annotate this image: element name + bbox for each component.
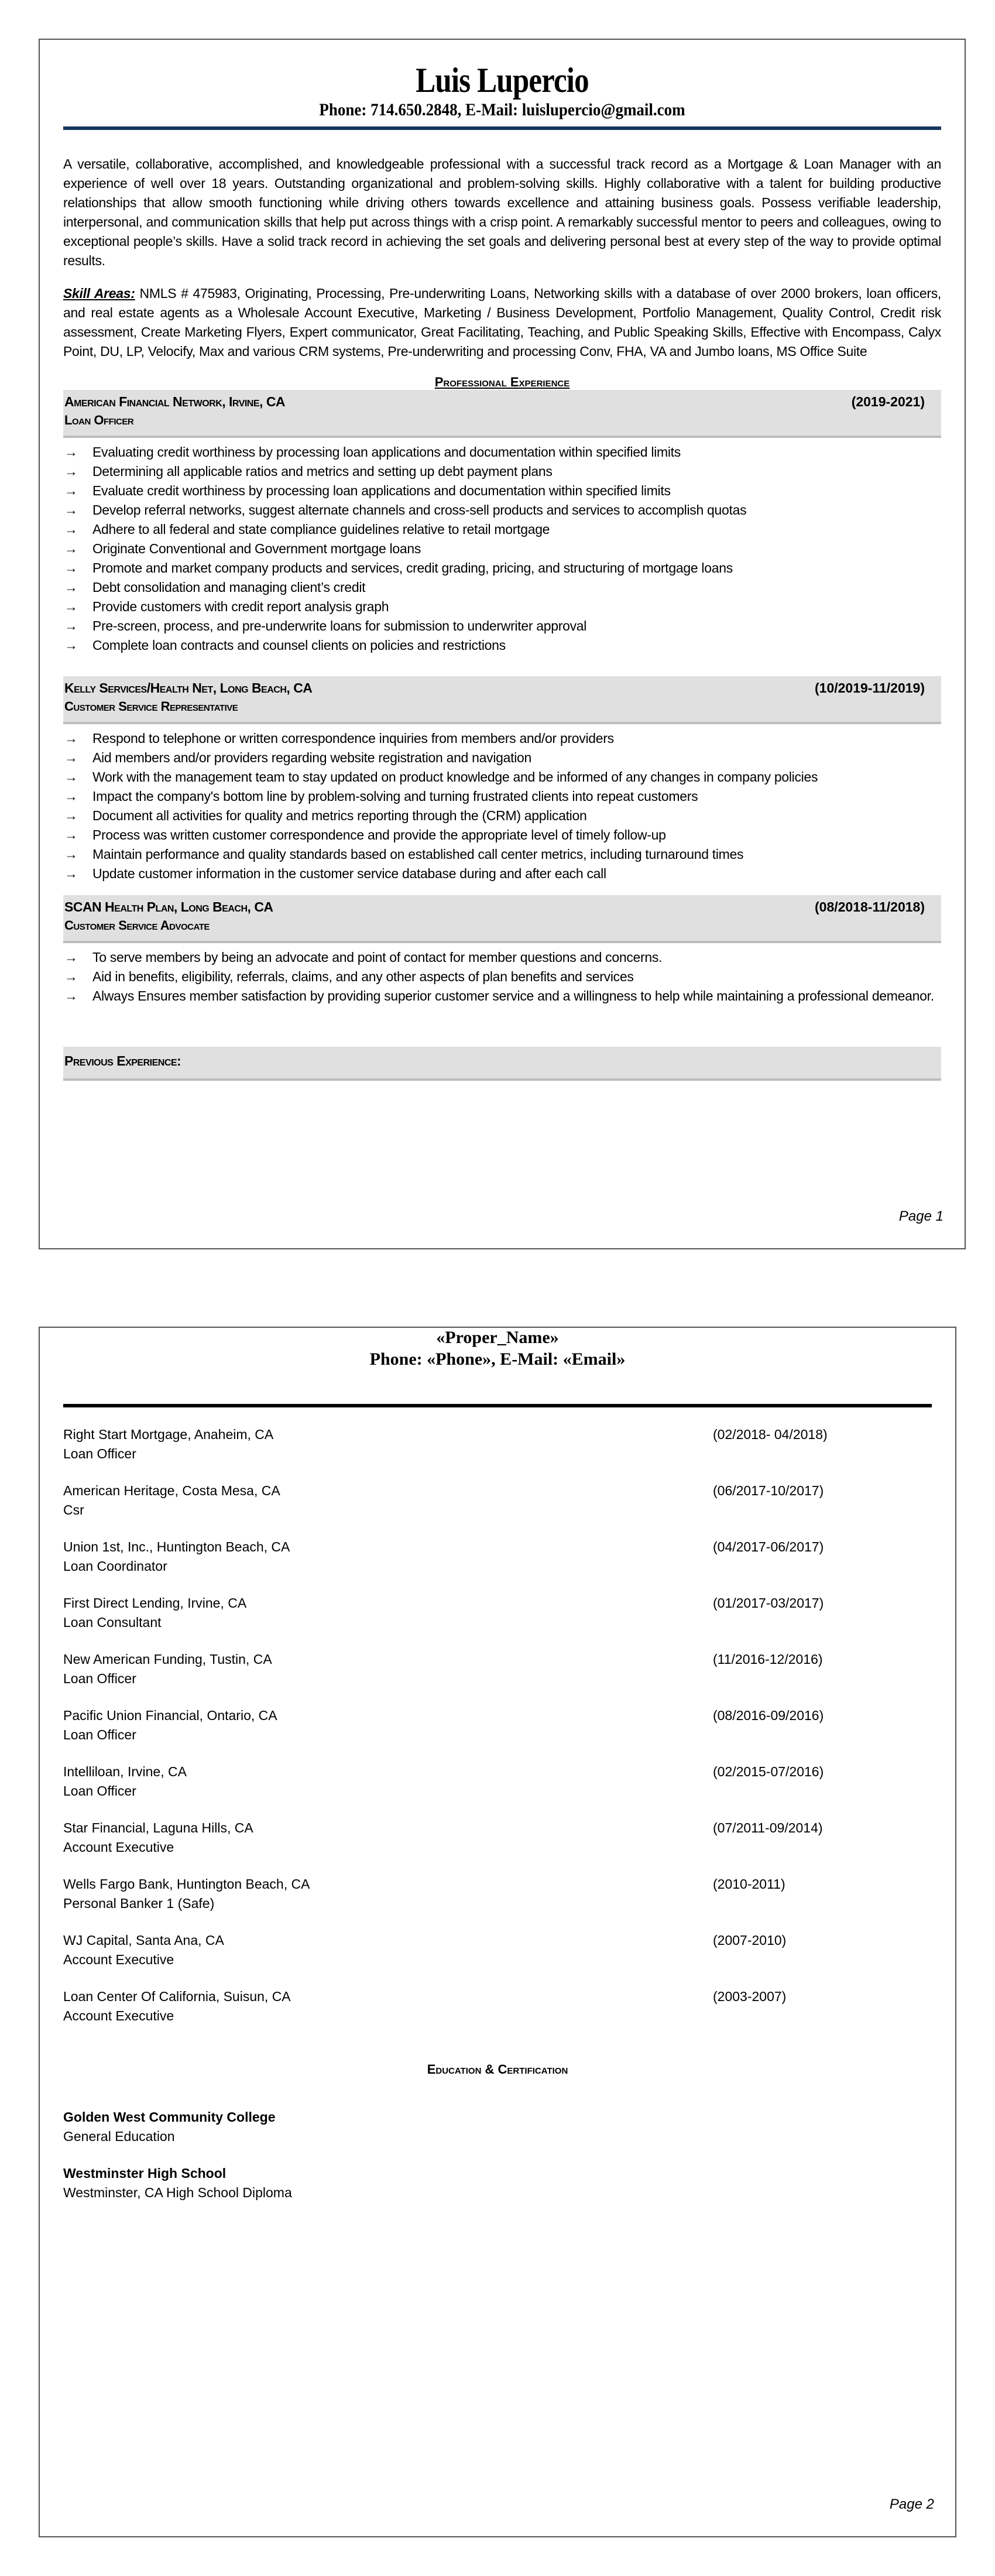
job-role: Loan Officer (64, 413, 134, 427)
previous-job (63, 1481, 932, 1537)
bullet-item (63, 559, 941, 578)
arrow-bullet-icon: → (64, 502, 78, 518)
bullet-item (63, 864, 941, 883)
education-list (63, 2108, 932, 2202)
previous-job-company: Pacific Union Financial, Ontario, CA (63, 1708, 277, 1723)
page-1-content (63, 40, 941, 1081)
arrow-bullet-icon: → (64, 950, 78, 965)
candidate-name: Luis Lupercio (416, 61, 589, 100)
bullet-item (63, 729, 941, 748)
previous-job-role: Account Executive (63, 2008, 174, 2023)
bullet-text: Complete loan contracts and counsel clients on policies and restrictions (92, 638, 506, 653)
bullet-item (63, 520, 941, 539)
previous-job-role: Loan Officer (63, 1783, 136, 1799)
previous-job-company: Right Start Mortgage, Anaheim, CA (63, 1427, 274, 1442)
page-number: Page 2 (889, 2496, 934, 2512)
previous-job (63, 1706, 932, 1762)
bullet-text: Provide customers with credit report analysis graph (92, 599, 389, 614)
bullet-text: Adhere to all federal and state compliance guidelines relative to retail mortgage (92, 522, 550, 537)
bullet-text: Respond to telephone or written correspondence inquiries from members and/or providers (92, 731, 614, 746)
job-role: Customer Service Representative (64, 699, 238, 714)
arrow-bullet-icon: → (64, 580, 78, 595)
bullet-item (63, 768, 941, 787)
bullet-item (63, 597, 941, 616)
job-dates: (08/2018-11/2018) (815, 899, 925, 914)
arrow-bullet-icon: → (64, 847, 78, 862)
previous-job-role: Loan Officer (63, 1727, 136, 1742)
previous-job-dates: (02/2015-07/2016) (713, 1764, 824, 1779)
skill-areas-text: NMLS # 475983, Originating, Processing, Pre-underwriting Loans, Networking skills with a database of over 2000 brokers, loan officers, and real estate agents as a Wholesale Account Executive, Marketing / Business Development, Portfolio Management, Quality Control, Credit risk assessment, Create Marketing Flyers, Expert communicator, Great Facilitating, Teaching, and Public Speaking Skills, Effective with Encompass, Calyx Point, DU, LP, Velocify, Max and various CRM systems, Pre-underwriting and processing Conv, FHA, VA and Jumbo loans, MS Office Suite (63, 286, 941, 359)
bullet-item (63, 481, 941, 501)
bullet-text: Always Ensures member satisfaction by providing superior customer service and a willingness to help while maintaining a professional demeanor. (92, 988, 934, 1003)
skill-areas (63, 284, 941, 361)
job-header (63, 676, 941, 724)
professional-summary: A versatile, collaborative, accomplished, and knowledgeable professional with a successful track record as a Mortgage & Loan Manager with an experience of well over 18 years. Outstanding organizational and problem-solving skills. Highly collaborative with a talent for building productive relationships that allow smooth functioning while driving others towards excellence and attaining business goals. Possess verifiable leadership, interpersonal, and communication skills that help put across things with a crisp point. A remarkably successful mentor to peers and colleagues, owing to exceptional people’s skills. Have a solid track record in achieving the set goals and delivering personal best at every step of the way to provide optimal results. (63, 156, 941, 268)
previous-job-dates: (2007-2010) (713, 1933, 787, 1948)
bullet-item (63, 636, 941, 655)
bullet-item (63, 967, 941, 986)
job-entry (63, 895, 941, 1006)
bullet-item (63, 948, 941, 967)
job-company: Kelly Services/Health Net, Long Beach, CA (64, 680, 313, 696)
arrow-bullet-icon: → (64, 522, 78, 537)
school-detail: Westminster, CA High School Diploma (63, 2185, 292, 2200)
contact-line: Phone: 714.650.2848, E-Mail: luislupercio@gmail.com (319, 100, 685, 119)
job-company: SCAN Health Plan, Long Beach, CA (64, 899, 273, 914)
arrow-bullet-icon: → (64, 638, 78, 653)
arrow-bullet-icon: → (64, 599, 78, 614)
section-title-professional-experience: Professional Experience (434, 375, 570, 389)
job-bullets (63, 729, 941, 883)
previous-job-role: Personal Banker 1 (Safe) (63, 1896, 215, 1911)
previous-experience-list (63, 1425, 932, 2043)
job-dates: (10/2019-11/2019) (815, 680, 925, 696)
previous-job-dates: (02/2018- 04/2018) (713, 1427, 828, 1442)
arrow-bullet-icon: → (64, 618, 78, 633)
school-name: Golden West Community College (63, 2109, 276, 2125)
arrow-bullet-icon: → (64, 769, 78, 785)
previous-job-company: American Heritage, Costa Mesa, CA (63, 1483, 280, 1498)
candidate-name-placeholder: «Proper_Name» (436, 1328, 559, 1347)
arrow-bullet-icon: → (64, 731, 78, 746)
bullet-item (63, 462, 941, 481)
job-role: Customer Service Advocate (64, 918, 210, 933)
bullet-text: Aid in benefits, eligibility, referrals, claims, and any other aspects of plan benefits and services (92, 969, 634, 984)
contact-line-placeholder: Phone: «Phone», E-Mail: «Email» (369, 1349, 626, 1369)
bullet-item (63, 616, 941, 636)
previous-job-dates: (2003-2007) (713, 1989, 787, 2004)
arrow-bullet-icon: → (64, 483, 78, 498)
bullet-text: Maintain performance and quality standards based on established call center metrics, including turnaround times (92, 847, 744, 862)
previous-job-role: Loan Officer (63, 1446, 136, 1461)
page-number: Page 1 (898, 1208, 943, 1224)
previous-job-dates: (06/2017-10/2017) (713, 1483, 824, 1498)
job-entry (63, 676, 941, 883)
bullet-item (63, 443, 941, 462)
previous-job-role: Account Executive (63, 1839, 174, 1855)
arrow-bullet-icon: → (64, 988, 78, 1003)
bullet-text: To serve members by being an advocate and point of contact for member questions and concerns. (92, 950, 663, 965)
bullet-text: Pre-screen, process, and pre-underwrite loans for submission to underwriter approval (92, 618, 587, 633)
bullet-text: Promote and market company products and services, credit grading, pricing, and structuring of mortgage loans (92, 560, 733, 576)
previous-job-role: Loan Coordinator (63, 1558, 167, 1574)
resume-page-2 (39, 1327, 956, 2537)
resume-page-1 (39, 39, 966, 1249)
bullet-text: Evaluating credit worthiness by processing loan applications and documentation within specified limits (92, 444, 681, 460)
previous-job (63, 1537, 932, 1594)
bullet-item (63, 825, 941, 845)
arrow-bullet-icon: → (64, 464, 78, 479)
previous-job-role: Loan Officer (63, 1671, 136, 1686)
bullet-item (63, 806, 941, 825)
bullet-item (63, 501, 941, 520)
job-header (63, 390, 941, 438)
section-title-education: Education & Certification (427, 2062, 568, 2077)
bullet-text: Evaluate credit worthiness by processing loan applications and documentation within specified limits (92, 483, 671, 498)
bullet-text: Document all activities for quality and metrics reporting through the (CRM) application (92, 808, 587, 823)
previous-job (63, 1987, 932, 2043)
job-header (63, 895, 941, 943)
previous-job (63, 1425, 932, 1481)
arrow-bullet-icon: → (64, 827, 78, 842)
job-bullets (63, 948, 941, 1006)
page-2-content (63, 1328, 932, 2220)
skill-areas-label: Skill Areas: (63, 286, 135, 301)
previous-job-company: Union 1st, Inc., Huntington Beach, CA (63, 1539, 290, 1554)
previous-job-dates: (2010-2011) (713, 1876, 785, 1892)
previous-job-dates: (07/2011-09/2014) (713, 1820, 823, 1835)
previous-job-role: Csr (63, 1502, 84, 1517)
bullet-text: Determining all applicable ratios and metrics and setting up debt payment plans (92, 464, 553, 479)
previous-job-dates: (11/2016-12/2016) (713, 1652, 823, 1667)
bullet-item (63, 748, 941, 768)
education-item (63, 2108, 932, 2146)
bullet-item (63, 787, 941, 806)
previous-job-company: First Direct Lending, Irvine, CA (63, 1595, 247, 1611)
previous-job-role: Account Executive (63, 1952, 174, 1967)
arrow-bullet-icon: → (64, 560, 78, 576)
previous-job-company: WJ Capital, Santa Ana, CA (63, 1933, 224, 1948)
previous-experience-label: Previous Experience: (64, 1053, 181, 1068)
arrow-bullet-icon: → (64, 750, 78, 765)
previous-job (63, 1818, 932, 1875)
bullet-text: Originate Conventional and Government mortgage loans (92, 541, 421, 556)
previous-job-company: Wells Fargo Bank, Huntington Beach, CA (63, 1876, 310, 1892)
previous-job-dates: (08/2016-09/2016) (713, 1708, 824, 1723)
bullet-text: Develop referral networks, suggest alternate channels and cross-sell products and services to accomplish quotas (92, 502, 747, 518)
bullet-text: Impact the company's bottom line by problem-solving and turning frustrated clients into repeat customers (92, 789, 698, 804)
arrow-bullet-icon: → (64, 969, 78, 984)
school-detail: General Education (63, 2129, 175, 2144)
previous-job (63, 1762, 932, 1818)
arrow-bullet-icon: → (64, 541, 78, 556)
previous-job-role: Loan Consultant (63, 1615, 162, 1630)
education-item (63, 2164, 932, 2202)
bullet-text: Process was written customer correspondence and provide the appropriate level of timely follow-up (92, 827, 666, 842)
bullet-item (63, 986, 941, 1006)
previous-job-dates: (04/2017-06/2017) (713, 1539, 824, 1554)
arrow-bullet-icon: → (64, 808, 78, 823)
bullet-text: Debt consolidation and managing client’s credit (92, 580, 366, 595)
job-company: American Financial Network, Irvine, CA (64, 394, 286, 409)
previous-job (63, 1931, 932, 1987)
previous-job-dates: (01/2017-03/2017) (713, 1595, 824, 1611)
previous-job (63, 1594, 932, 1650)
arrow-bullet-icon: → (64, 444, 78, 460)
bullet-item (63, 845, 941, 864)
previous-job-company: Loan Center Of California, Suisun, CA (63, 1989, 291, 2004)
header-divider (63, 126, 941, 130)
job-entry (63, 390, 941, 655)
previous-job-company: Star Financial, Laguna Hills, CA (63, 1820, 253, 1835)
bullet-item (63, 539, 941, 559)
previous-job (63, 1650, 932, 1706)
bullet-text: Update customer information in the customer service database during and after each call (92, 866, 606, 881)
arrow-bullet-icon: → (64, 789, 78, 804)
job-dates: (2019-2021) (851, 394, 925, 409)
previous-job-company: New American Funding, Tustin, CA (63, 1652, 272, 1667)
previous-experience-header (63, 1047, 941, 1081)
arrow-bullet-icon: → (64, 866, 78, 881)
bullet-text: Work with the management team to stay updated on product knowledge and be informed of any changes in company policies (92, 769, 818, 785)
header-divider (63, 1404, 932, 1407)
previous-job (63, 1875, 932, 1931)
school-name: Westminster High School (63, 2166, 227, 2181)
bullet-text: Aid members and/or providers regarding website registration and navigation (92, 750, 531, 765)
job-bullets (63, 443, 941, 655)
bullet-item (63, 578, 941, 597)
previous-job-company: Intelliloan, Irvine, CA (63, 1764, 187, 1779)
